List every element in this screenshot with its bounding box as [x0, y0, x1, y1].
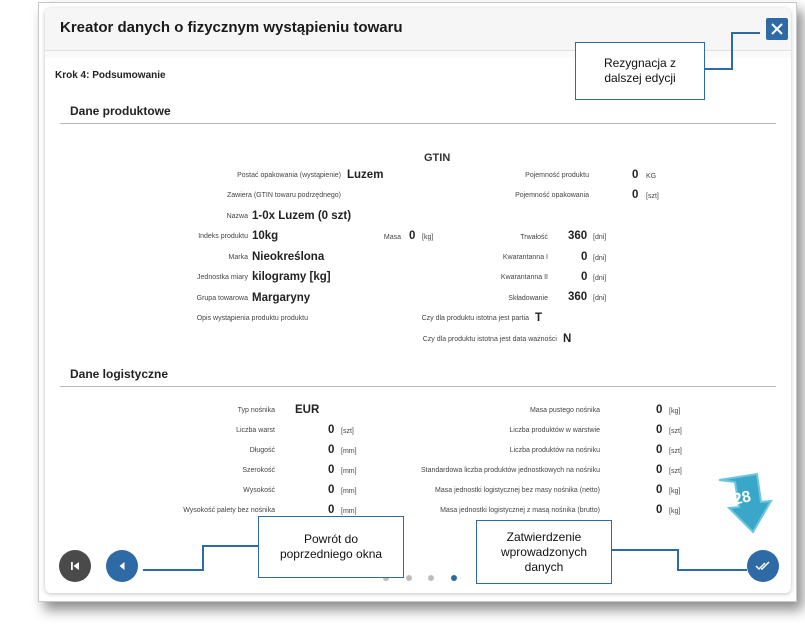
layer-count-unit: [szt]	[341, 428, 354, 435]
storage-label: Składowanie	[508, 295, 548, 302]
description-label: Opis wystąpienia produktu produktu	[196, 315, 308, 322]
step-label: Krok 4: Podsumowanie	[55, 70, 166, 81]
width-label: Szerokość	[242, 467, 275, 474]
standard-unit-count-value: 0	[656, 464, 663, 476]
quarantine-2-label: Kwarantanna II	[500, 274, 548, 281]
product-section-title: Dane produktowe	[70, 104, 171, 118]
products-per-layer-label: Liczba produktów w warstwie	[509, 427, 600, 434]
package-capacity-label: Pojemność opakowania	[515, 192, 589, 199]
products-per-layer-unit: [szt]	[669, 428, 682, 435]
logistic-section-title: Dane logistyczne	[70, 367, 169, 381]
brand-value: Nieokreślona	[252, 251, 325, 263]
quarantine-1-value: 0	[581, 251, 588, 263]
storage-value: 360	[568, 291, 588, 303]
gross-mass-label: Masa jednostki logistycznej z masą nośnika (brutto)	[440, 507, 600, 514]
mass-label: Masa	[383, 234, 401, 241]
product-group-label: Grupa towarowa	[196, 295, 248, 302]
pallet-height-label: Wysokość palety bez nośnika	[183, 507, 275, 514]
net-mass-label: Masa jednostki logistycznej bez masy nośnika (netto)	[435, 487, 600, 494]
shelf-life-unit: [dni]	[593, 234, 607, 241]
product-index-label: Indeks produktu	[198, 233, 248, 240]
layer-count-value: 0	[328, 424, 335, 436]
products-per-carrier-value: 0	[656, 444, 663, 456]
callout-resign	[575, 42, 705, 100]
net-mass-value: 0	[656, 484, 663, 496]
net-mass-unit: [kg]	[669, 488, 681, 495]
callout-resign-text: Rezygnacja z dalszej edycji	[603, 56, 677, 85]
layer-count-label: Liczba warst	[236, 427, 275, 434]
name-label: Nazwa	[226, 213, 248, 220]
shelf-life-label: Trwałość	[520, 234, 548, 241]
carrier-type-value: EUR	[295, 404, 320, 416]
quarantine-2-unit: [dni]	[593, 275, 607, 282]
contains-gtin-label: Zawiera (GTIN towaru podrzędnego)	[227, 192, 341, 199]
product-capacity-unit: KG	[646, 173, 657, 180]
standard-unit-count-label: Standardowa liczba produktów jednostkowych na nośniku	[421, 467, 600, 474]
gross-mass-value: 0	[656, 504, 663, 516]
empty-carrier-mass-label: Masa pustego nośnika	[529, 407, 600, 414]
unit-of-measure-label: Jednostka miary	[197, 274, 248, 281]
length-unit: [mm]	[341, 448, 357, 455]
package-capacity-unit: [szt]	[646, 193, 659, 200]
height-unit: [mm]	[341, 488, 357, 495]
dialog-title: Kreator danych o fizycznym wystąpieniu towaru	[60, 19, 403, 36]
name-value: 1-0x Luzem (0 szt)	[252, 210, 352, 222]
storage-unit: [dni]	[593, 295, 607, 302]
batch-relevant-label: Czy dla produktu istotna jest partia	[421, 315, 529, 322]
expiry-relevant-value: N	[563, 333, 572, 345]
carrier-type-label: Typ nośnika	[237, 407, 275, 414]
callout-confirm-text: Zatwierdzenie wprowadzonych danych	[500, 529, 588, 574]
packaging-form-value: Luzem	[347, 169, 384, 181]
standard-unit-count-unit: [szt]	[669, 468, 682, 475]
callout-confirm	[476, 520, 612, 584]
batch-relevant-value: T	[535, 312, 543, 324]
empty-carrier-mass-value: 0	[656, 404, 663, 416]
shelf-life-value: 360	[568, 230, 588, 242]
length-value: 0	[328, 444, 335, 456]
empty-carrier-mass-unit: [kg]	[669, 408, 681, 415]
products-per-carrier-label: Liczba produktów na nośniku	[509, 447, 600, 454]
mass-value: 0	[409, 230, 416, 242]
width-value: 0	[328, 464, 335, 476]
callout-back-text: Powrót do poprzedniego okna	[279, 532, 383, 561]
brand-label: Marka	[228, 254, 248, 261]
expiry-relevant-label: Czy dla produktu istotna jest data ważności	[422, 336, 557, 343]
badge-number: 28	[731, 488, 753, 509]
gross-mass-unit: [kg]	[669, 508, 681, 515]
step-number-badge	[715, 470, 775, 540]
product-capacity-value: 0	[632, 169, 639, 181]
gtin-label: GTIN	[424, 152, 451, 164]
products-per-layer-value: 0	[656, 424, 663, 436]
product-group-value: Margaryny	[252, 292, 311, 304]
width-unit: [mm]	[341, 468, 357, 475]
products-per-carrier-unit: [szt]	[669, 448, 682, 455]
pallet-height-value: 0	[328, 504, 335, 516]
height-label: Wysokość	[243, 487, 275, 494]
quarantine-2-value: 0	[581, 271, 588, 283]
packaging-form-label: Postać opakowania (wystąpienie)	[237, 172, 341, 179]
callout-back	[258, 516, 404, 578]
mass-unit: [kg]	[422, 234, 434, 241]
quarantine-1-unit: [dni]	[593, 255, 607, 262]
product-index-value: 10kg	[252, 230, 279, 242]
height-value: 0	[328, 484, 335, 496]
package-capacity-value: 0	[632, 189, 639, 201]
length-label: Długość	[249, 447, 275, 454]
product-capacity-label: Pojemność produktu	[525, 172, 589, 179]
quarantine-1-label: Kwarantanna I	[502, 254, 548, 261]
pallet-height-unit: [mm]	[341, 508, 357, 515]
unit-of-measure-value: kilogramy [kg]	[252, 271, 331, 283]
